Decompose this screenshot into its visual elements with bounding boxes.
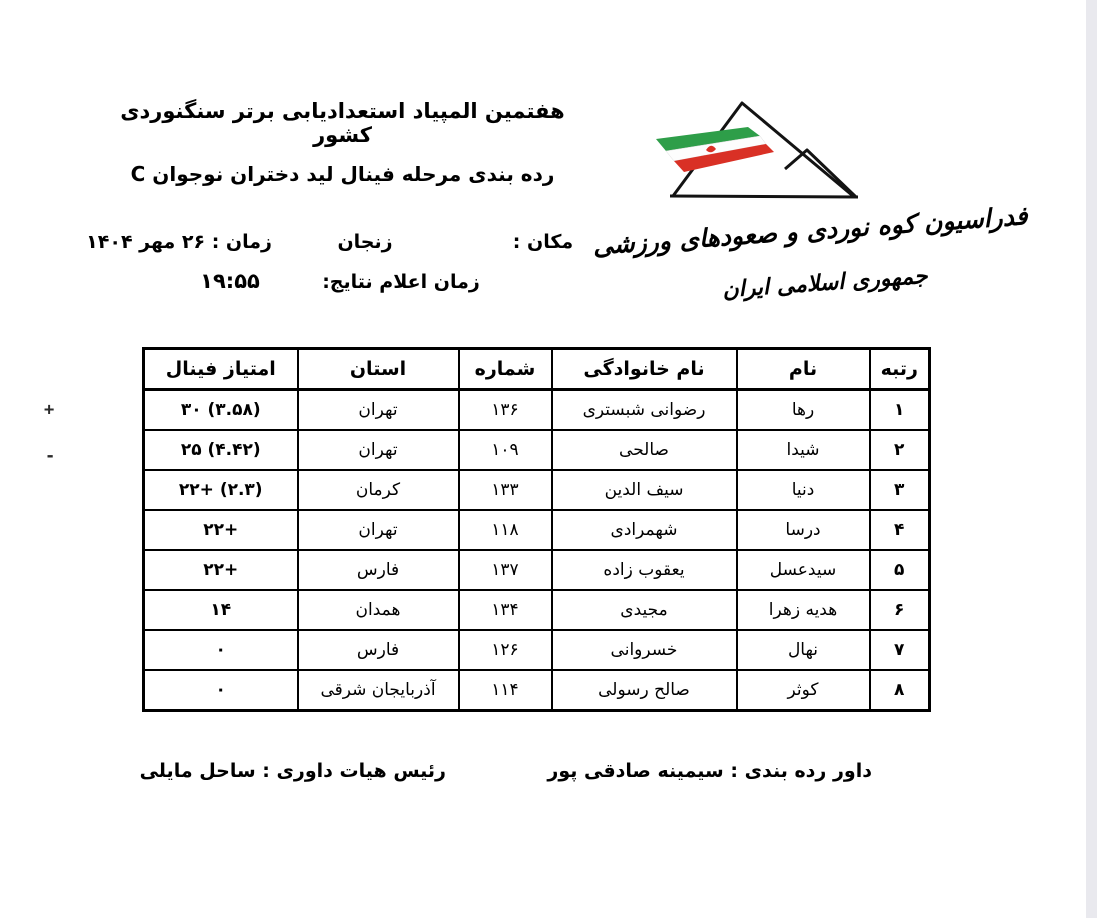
score-cell: ۳۰ (۳.۵۸) [144, 390, 298, 431]
federation-logo [591, 85, 1042, 325]
location-label: مکان : [512, 231, 574, 253]
first-name-cell: نهال [737, 630, 870, 670]
rank-cell: ۴ [870, 510, 930, 550]
datetime-label: زمان : ۲۶ مهر ۱۴۰۴ [86, 231, 272, 253]
province-cell: فارس [298, 550, 459, 590]
bib-cell: ۱۰۹ [459, 430, 552, 470]
first-name-cell: رها [737, 390, 870, 431]
header-province: استان [298, 349, 459, 390]
table-row [144, 470, 930, 510]
bib-cell: ۱۲۶ [459, 630, 552, 670]
score-cell: ۱۴ [144, 590, 298, 630]
province-cell: تهران [298, 430, 459, 470]
rank-cell: ۶ [870, 590, 930, 630]
results-time-value: ۱۹:۵۵ [200, 269, 260, 293]
first-name-cell: هدیه زهرا [737, 590, 870, 630]
header-last-name: نام خانوادگی [552, 349, 737, 390]
first-name-cell: کوثر [737, 670, 870, 711]
bib-cell: ۱۳۴ [459, 590, 552, 630]
bib-cell: ۱۱۸ [459, 510, 552, 550]
rank-cell: ۱ [870, 390, 930, 431]
score-cell: ۰ [144, 670, 298, 711]
results-time-label: زمان اعلام نتایج: [322, 271, 480, 293]
first-name-cell: شیدا [737, 430, 870, 470]
table-row [144, 510, 930, 550]
bib-cell: ۱۱۴ [459, 670, 552, 711]
province-cell: کرمان [298, 470, 459, 510]
rank-cell: ۲ [870, 430, 930, 470]
jury-head-signature: رئیس هیات داوری : ساحل مایلی [139, 760, 446, 782]
last-name-cell: صالحی [552, 430, 737, 470]
mountain-baseline [670, 196, 858, 197]
federation-name-line: فدراسیون کوه نوردی و صعودهای ورزشی [591, 201, 1029, 261]
last-name-cell: صالح رسولی [552, 670, 737, 711]
last-name-cell: خسروانی [552, 630, 737, 670]
table-row [144, 430, 930, 470]
table-row [144, 630, 930, 670]
header-final-score: امتیاز فینال [144, 349, 298, 390]
page-subtitle: رده بندی مرحله فینال لید دختران نوجوان C [130, 162, 555, 187]
last-name-cell: رضوانی شبستری [552, 390, 737, 431]
rank-cell: ۸ [870, 670, 930, 711]
rank-cell: ۵ [870, 550, 930, 590]
first-name-cell: سیدعسل [737, 550, 870, 590]
bib-cell: ۱۳۷ [459, 550, 552, 590]
score-cell: ۲۵ (۴.۴۲) [144, 430, 298, 470]
score-cell: ۰ [144, 630, 298, 670]
rank-cell: ۳ [870, 470, 930, 510]
province-cell: همدان [298, 590, 459, 630]
federation-country-line: جمهوری اسلامی ایران [721, 263, 929, 304]
score-cell: ۲۲+ [144, 550, 298, 590]
mountain-flag-icon [650, 93, 870, 205]
table-row [144, 390, 930, 431]
province-cell: تهران [298, 390, 459, 431]
rank-cell: ۷ [870, 630, 930, 670]
province-cell: فارس [298, 630, 459, 670]
last-name-cell: سیف الدین [552, 470, 737, 510]
score-cell: ۲۲+ (۲.۳) [144, 470, 298, 510]
table-row [144, 670, 930, 711]
zoom-in-mark[interactable]: + [44, 400, 55, 420]
header-rank: رتبه [870, 349, 930, 390]
header-row [144, 349, 930, 390]
last-name-cell: شهمرادی [552, 510, 737, 550]
score-cell: ۲۲+ [144, 510, 298, 550]
first-name-cell: دنیا [737, 470, 870, 510]
header-first-name: نام [737, 349, 870, 390]
last-name-cell: یعقوب زاده [552, 550, 737, 590]
zoom-out-mark[interactable]: - [45, 446, 56, 466]
header-bib: شماره [459, 349, 552, 390]
results-table [142, 347, 931, 712]
location-value: زنجان [337, 231, 393, 253]
province-cell: تهران [298, 510, 459, 550]
page-edge-strip [1086, 0, 1097, 918]
table-row [144, 550, 930, 590]
province-cell: آذربایجان شرقی [298, 670, 459, 711]
first-name-cell: درسا [737, 510, 870, 550]
bib-cell: ۱۳۳ [459, 470, 552, 510]
last-name-cell: مجیدی [552, 590, 737, 630]
table-row [144, 590, 930, 630]
page-title: هفتمین المپیاد استعدادیابی برتر سنگنوردی کشور [120, 99, 565, 148]
bib-cell: ۱۳۶ [459, 390, 552, 431]
title-block [95, 99, 590, 186]
ranking-judge-signature: داور رده بندی : سیمینه صادقی پور [547, 760, 872, 782]
